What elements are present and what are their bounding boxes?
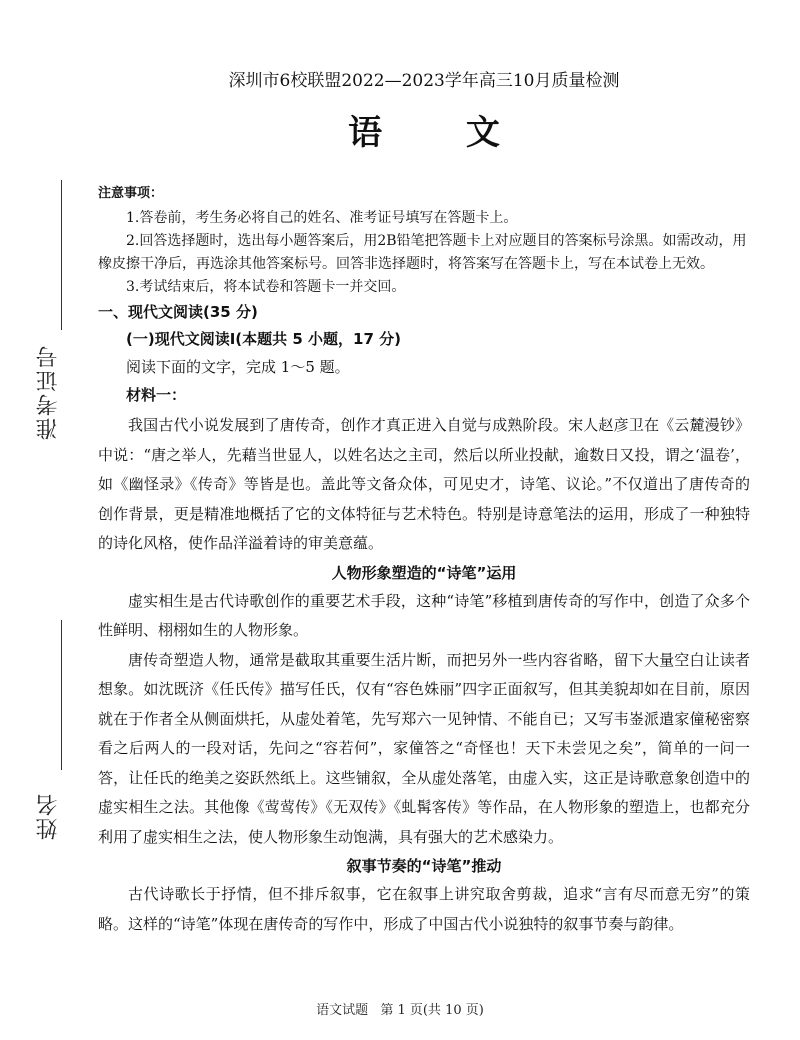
notice-item-1: 1.答卷前，考生务必将自己的姓名、准考证号填写在答题卡上。 [126, 210, 518, 226]
reading-instruction: 阅读下面的文字，完成 1～5 题。 [126, 358, 350, 376]
paragraph-heading: 叙事节奏的“诗笔”推动 [346, 857, 502, 875]
exam-title: 深圳市6校联盟2022—2023学年高三10月质量检测 [228, 71, 620, 91]
notice-item-2: 2.回答选择题时，选出每小题答案后，用2B铅笔把答题卡上对应题目的答案标号涂黑。如需改动，用橡皮擦干净后，再选涂其他答案标号。回答非选择题时，将答案写在答题卡上，写在本试卷上无效。 [98, 233, 747, 272]
notice-heading: 注意事项： [98, 186, 164, 201]
student-name-line [61, 620, 62, 770]
page-footer [0, 999, 800, 1018]
notice-item-3: 3.考试结束后，将本试卷和答题卡一并交回。 [126, 279, 406, 295]
paragraph: 古代诗歌长于抒情，但不排斥叙事，它在叙事上讲究取舍剪裁，追求“言有尽而意无穷”的策略。这样的“诗笔”体现在唐传奇的写作中，形成了中国古代小说独特的叙事节奏与韵律。 [98, 885, 750, 933]
subject-title: 语 文 [348, 113, 536, 153]
student-name-field [33, 620, 63, 840]
exam-id-field [33, 180, 63, 440]
paragraph: 唐传奇塑造人物，通常是截取其重要生活片断，而把另外一些内容省略，留下大量空白让读者想象。如沈既济《任氏传》描写任氏，仅有“容色姝丽”四字正面叙写，但其美貌却如在目前，原因就在于作者全从侧面烘托，从虚处着笔，先写郑六一见钟情、不能自已；又写韦崟派遣家僮秘密察看之后两人的一段对话，先问之“容若何”，家僮答之“奇怪也！天下未尝见之矣”，简单的一问一答，让任氏的绝美之姿跃然纸上。这些铺叙，全从虚处落笔，由虚入实，这正是诗歌意象创造中的虚实相生之法。其他像《莺莺传》《无双传》《虬髯客传》等作品，在人物形象的塑造上，也都充分利用了虚实相生之法，使人物形象生动饱满，具有强大的艺术感染力。 [98, 650, 750, 846]
exam-id-label: 准考证号 [36, 344, 61, 440]
paragraph: 虚实相生是古代诗歌创作的重要艺术手段，这种“诗笔”移植到唐传奇的写作中，创造了众多个性鲜明、栩栩如生的人物形象。 [98, 591, 750, 639]
student-name-label: 姓名 [36, 792, 61, 840]
exam-id-line [61, 180, 62, 330]
footer-subject: 语文试题 [316, 1003, 369, 1018]
paragraph: 我国古代小说发展到了唐传奇，创作才真正进入自觉与成熟阶段。宋人赵彦卫在《云麓漫钞》中说：“唐之举人，先藉当世显人，以姓名达之主司，然后以所业投献，逾数日又投，谓之‘温卷’，如《幽怪录》《传奇》等皆是也。盖此等文备众体，可见史才，诗笔、议论。”不仅道出了唐传奇的创作背景，更是精准地概括了它的文体特征与艺术特色。特别是诗意笔法的运用，形成了一种独特的诗化风格，使作品洋溢着诗的审美意蕴。 [98, 416, 750, 552]
footer-page-number: 第 1 页(共 10 页) [380, 1003, 484, 1018]
paragraph-heading: 人物形象塑造的“诗笔”运用 [331, 563, 517, 582]
material-label: 材料一： [126, 386, 187, 404]
main-content [98, 66, 750, 939]
section-heading: 一、现代文阅读(35 分) [98, 303, 258, 321]
sub-section-heading: (一)现代文阅读Ⅰ(本题共 5 小题，17 分) [126, 330, 401, 348]
